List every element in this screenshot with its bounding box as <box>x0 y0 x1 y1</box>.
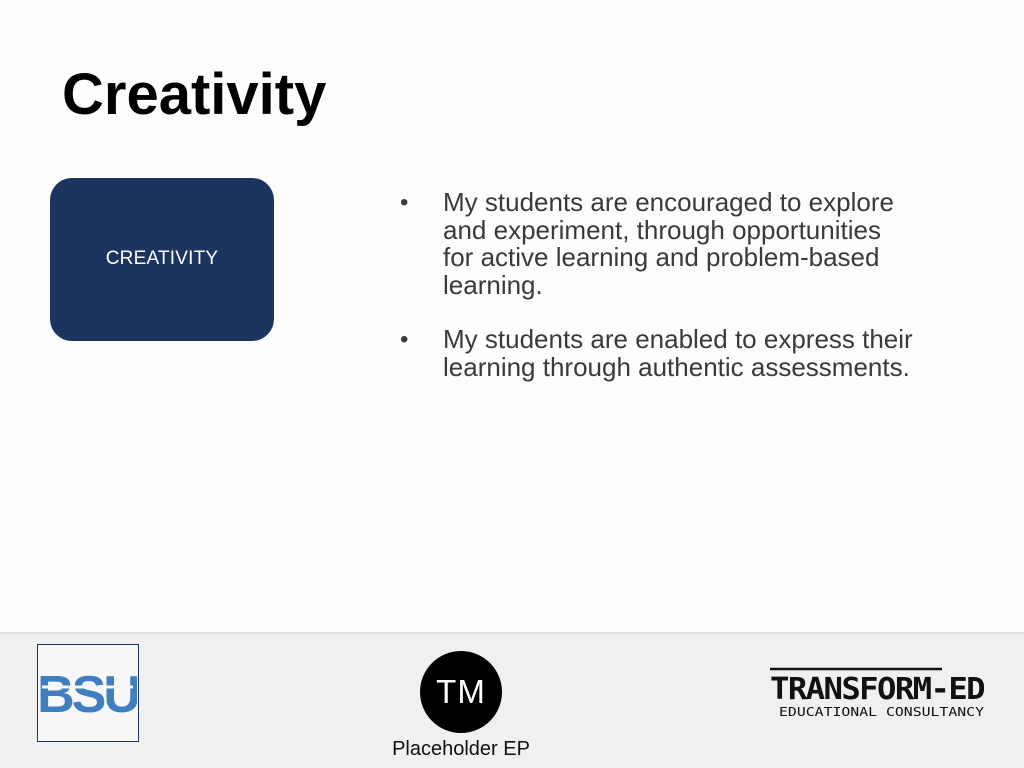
footer-logo-bar <box>0 632 1024 768</box>
bullet-item <box>398 189 918 299</box>
slide-title: Creativity <box>62 62 327 127</box>
transform-ed-logo-graphic <box>766 664 988 724</box>
bullet-text: My students are encouraged to explore and experiment, through opportunities for active learning and problem-based learning. <box>443 187 894 300</box>
bullet-dot: • <box>400 326 409 353</box>
transform-ed-logo-title: TRANSFORM-ED <box>770 672 985 707</box>
tm-logo-text: TM <box>436 673 486 710</box>
bullet-item <box>398 326 918 381</box>
bsu-logo-graphic <box>38 645 137 740</box>
creativity-box-label: CREATIVITY <box>105 247 219 269</box>
creativity-box <box>50 178 274 341</box>
transform-ed-logo-subtitle: EDUCATIONAL CONSULTANCY <box>779 704 985 719</box>
transform-ed-logo <box>766 664 988 724</box>
bullet-text: My students are enabled to express their learning through authentic assessments. <box>443 324 913 382</box>
bullet-list <box>398 189 918 408</box>
bsu-logo-text: BSU <box>38 666 137 724</box>
bullet-dot: • <box>400 189 409 216</box>
tm-caption: Placeholder EP <box>392 738 530 760</box>
bsu-logo <box>37 644 139 742</box>
tm-logo <box>420 651 502 733</box>
